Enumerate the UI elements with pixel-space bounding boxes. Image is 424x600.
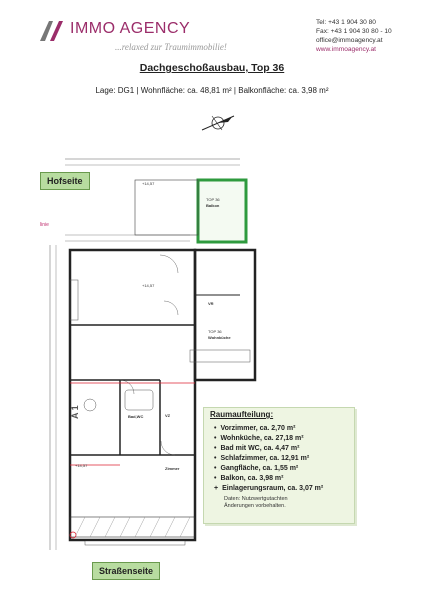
room-item: • Bad mit WC, ca. 4,47 m² xyxy=(214,444,323,454)
room-item: • Wohnküche, ca. 27,18 m² xyxy=(214,434,323,444)
page-title: Dachgeschoßausbau, Top 36 xyxy=(139,62,285,74)
plan-label-zimmer: Zimmer xyxy=(165,466,180,471)
plan-label-wohnkueche: Wohnküche xyxy=(208,335,231,340)
room-item: • Schlafzimmer, ca. 12,91 m² xyxy=(214,454,323,464)
room-item: • Vorzimmer, ca. 2,70 m² xyxy=(214,424,323,434)
plan-label-top36: TOP 36 xyxy=(208,329,222,334)
contact-fax: Fax: +43 1 904 30 80 - 10 xyxy=(316,28,392,35)
contact-email[interactable]: office@immoagency.at xyxy=(316,37,383,44)
apartment-specs: Lage: DG1 | Wohnfläche: ca. 48,81 m² | Balkonfläche: ca. 3,98 m² xyxy=(95,86,329,95)
room-breakdown-box xyxy=(203,407,355,524)
plan-level-2: +14,57 xyxy=(142,283,155,288)
room-item-extra: + Einlagerungsraum, ca. 3,07 m² xyxy=(214,484,323,494)
plan-label-vz: VZ xyxy=(165,413,171,418)
brand-tagline: ...relaxed zur Traumimmobilie! xyxy=(115,42,227,52)
plan-level-3: +14,57 xyxy=(75,463,88,468)
room-item: • Balkon, ca. 3,98 m² xyxy=(214,474,323,484)
plan-label-vr: VR xyxy=(208,301,214,306)
plan-level-1: +14,57 xyxy=(142,181,155,186)
contact-block xyxy=(316,18,392,54)
plan-label-a1: A 1 xyxy=(70,405,80,419)
contact-web[interactable]: www.immoagency.at xyxy=(316,46,376,53)
room-list xyxy=(214,424,323,494)
strassenseite-label: Straßenseite xyxy=(92,562,160,580)
plan-label-balkon: Balkon xyxy=(206,203,220,208)
logo-mark-icon xyxy=(40,21,66,41)
room-breakdown-heading: Raumaufteilung: xyxy=(210,410,274,419)
plan-label-top36-balkon: TOP 36 xyxy=(206,197,220,202)
agency-logo xyxy=(40,18,280,60)
hofseite-label: Hofseite xyxy=(40,172,90,190)
room-note xyxy=(224,496,288,510)
brand-name: IMMO AGENCY xyxy=(70,20,191,37)
north-compass-icon xyxy=(198,108,238,138)
plan-label-bad: Bad,WC xyxy=(128,414,144,419)
room-note-line1: Daten: Nutzwertgutachten xyxy=(224,496,288,502)
room-note-line2: Änderungen vorbehalten. xyxy=(224,503,286,509)
linie-label: linie xyxy=(40,222,49,228)
contact-tel: Tel: +43 1 904 30 80 xyxy=(316,19,376,26)
room-item: • Gangfläche, ca. 1,55 m² xyxy=(214,464,323,474)
